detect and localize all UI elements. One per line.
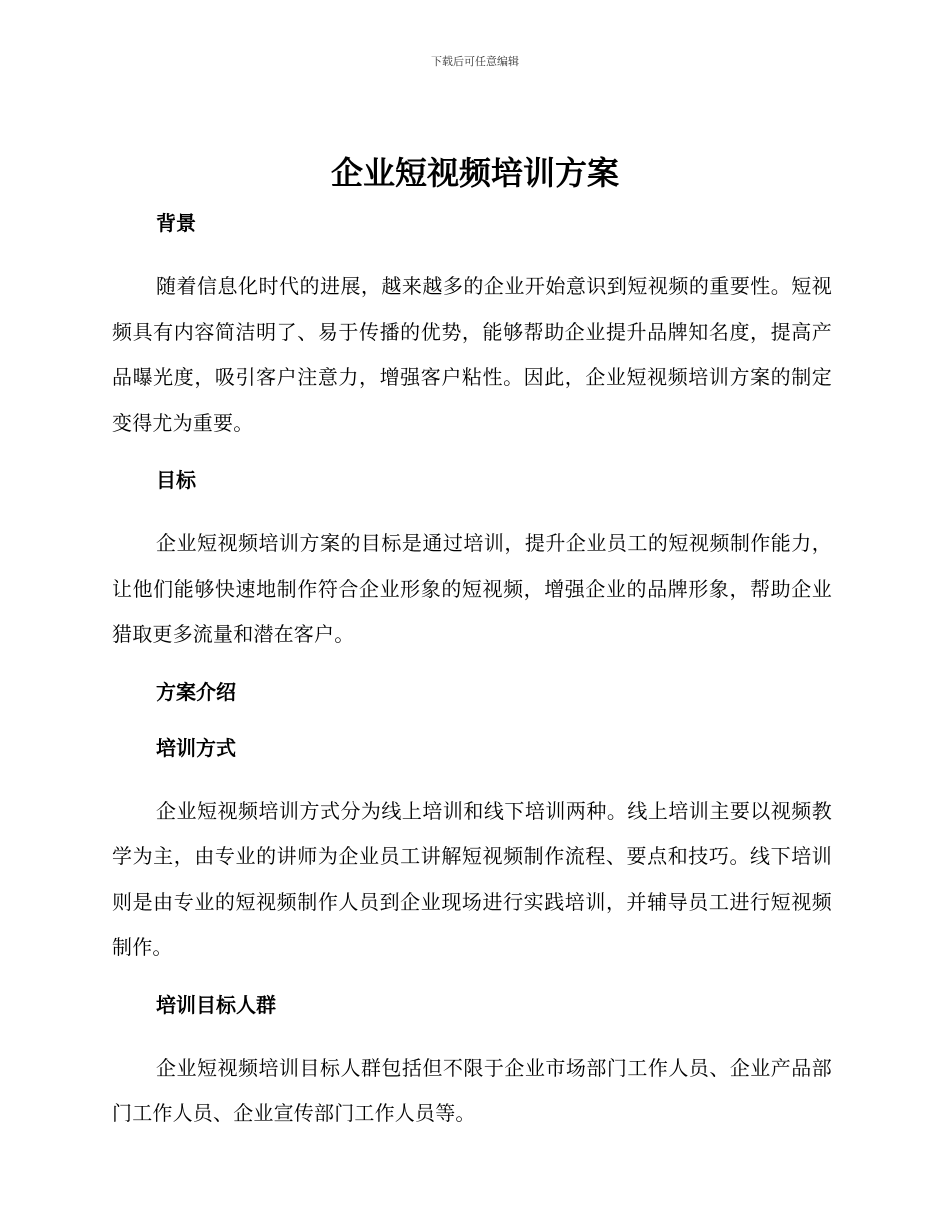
section-goal [112,466,832,658]
document-body [112,200,832,1137]
header-note: 下载后可任意编辑 [431,55,519,68]
section-paragraph: 企业短视频培训方式分为线上培训和线下培训两种。线上培训主要以视频教学为主，由专业的讲师为企业员工讲解短视频制作流程、要点和技巧。线下培训则是由专业的短视频制作人员到企业现场进行实践培训，并辅导员工进行短视频制作。 [112,798,832,959]
section-paragraph: 企业短视频培训目标人群包括但不限于企业市场部门工作人员、企业产品部门工作人员、企业宣传部门工作人员等。 [112,1055,832,1125]
section-target-audience [112,991,832,1137]
section-background [112,209,832,446]
section-heading: 培训方式 [156,735,236,760]
section-paragraph: 随着信息化时代的进展，越来越多的企业开始意识到短视频的重要性。短视频具有内容简洁明了、易于传播的优势，能够帮助企业提升品牌知名度，提高产品曝光度，吸引客户注意力，增强客户粘性。因此，企业短视频培训方案的制定变得尤为重要。 [112,274,832,435]
section-paragraph: 企业短视频培训方案的目标是通过培训，提升企业员工的短视频制作能力，让他们能够快速地制作符合企业形象的短视频，增强企业的品牌形象，帮助企业猎取更多流量和潜在客户。 [112,531,832,646]
section-heading: 背景 [156,211,196,235]
section-plan-intro [112,678,832,706]
section-heading: 培训目标人群 [156,992,276,1017]
section-heading: 方案介绍 [156,679,236,704]
section-training-method [112,734,832,971]
document-title: 企业短视频培训方案 [330,154,619,192]
section-heading: 目标 [156,468,196,492]
